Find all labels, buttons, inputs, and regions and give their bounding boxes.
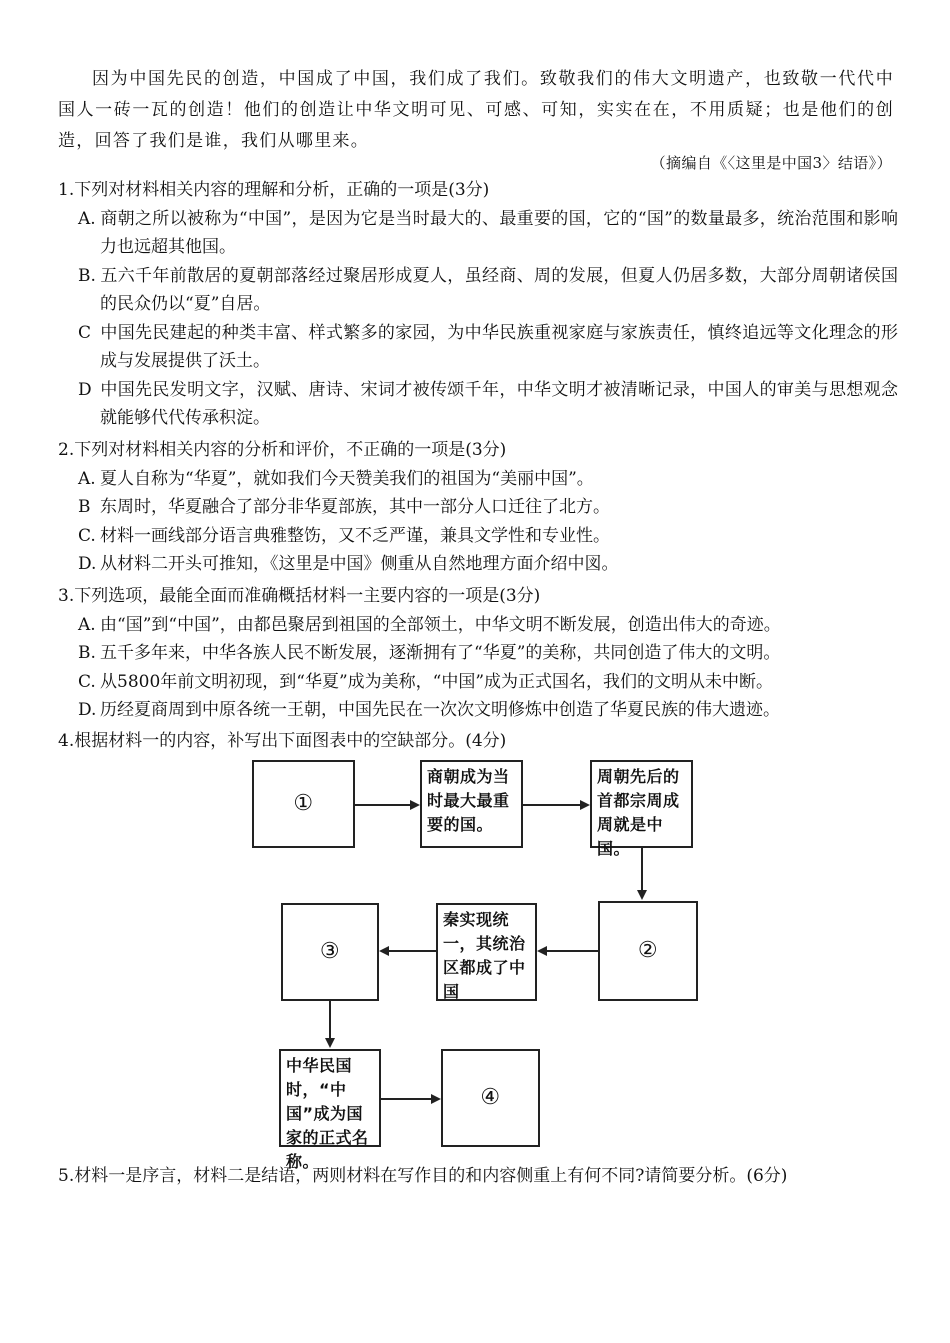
option-text: 商朝之所以被称为“中国”，是因为它是当时最大的、最重要的国，它的“国”的数量最多，统治范围和影响力也远超其他国。 bbox=[100, 208, 898, 257]
intro-paragraph: 因为中国先民的创造，中国成了中国，我们成了我们。致敬我们的伟大文明遗产，也致敬一代代中国人一砖一瓦的创造！他们的创造让中华文明可见、可感、可知，实实在在，不用质疑；也是他们的创造，回答了我们是谁，我们从哪里来。 bbox=[58, 69, 894, 151]
arrow-head bbox=[537, 946, 547, 956]
flow-box-shang: 商朝成为当时最大最重要的国。 bbox=[420, 760, 523, 848]
option-key: C. bbox=[78, 671, 96, 692]
arrow-head bbox=[580, 800, 590, 810]
question-stem: 2.下列对材料相关内容的分析和评价，不正确的一项是(3分) bbox=[58, 440, 507, 460]
arrow-left bbox=[389, 950, 436, 952]
option-key: A. bbox=[78, 614, 96, 635]
arrow-head bbox=[325, 1038, 335, 1048]
option-text: 中国先民建起的种类丰富、样式繁多的家园，为中华民族重视家庭与家族责任，慎终追远等文化理念的形成与发展提供了沃土。 bbox=[100, 322, 898, 371]
option-a bbox=[58, 465, 898, 494]
option-key: B bbox=[78, 497, 91, 517]
flow-blank-4: ④ bbox=[441, 1049, 540, 1147]
flow-box-zhou: 周朝先后的首都宗周成周就是中国。 bbox=[590, 760, 693, 848]
arrow-head bbox=[379, 946, 389, 956]
question-1 bbox=[58, 176, 898, 433]
option-text: 东周时，华夏融合了部分非华夏部族，其中一部分人口迁往了北方。 bbox=[100, 497, 610, 517]
option-c bbox=[58, 522, 898, 551]
question-stem: 5.材料一是序言，材料二是结语，两则材料在写作目的和内容侧重上有何不同?请简要分析。(6分) bbox=[58, 1166, 788, 1186]
arrow-head bbox=[637, 890, 647, 900]
option-key: C bbox=[78, 322, 92, 343]
option-text: 从5800年前文明初现，到“华夏”成为美称，“中国”成为正式国名，我们的文明从未中断。 bbox=[100, 671, 774, 692]
option-key: D. bbox=[78, 700, 97, 720]
option-b bbox=[58, 262, 898, 319]
option-text: 夏人自称为“华夏”，就如我们今天赞美我们的祖国为“美丽中国”。 bbox=[100, 468, 594, 489]
arrow-left bbox=[547, 950, 598, 952]
option-d bbox=[58, 376, 898, 433]
question-5 bbox=[58, 1162, 898, 1190]
question-stem: 3.下列选项，最能全面而准确概括材料一主要内容的一项是(3分) bbox=[58, 586, 541, 606]
option-key: C. bbox=[78, 525, 96, 546]
option-b bbox=[58, 493, 898, 522]
option-d bbox=[58, 696, 898, 725]
flow-box-roc: 中华民国时，“中国”成为国家的正式名称。 bbox=[279, 1049, 381, 1147]
option-key: D. bbox=[78, 554, 97, 574]
option-c bbox=[58, 319, 898, 376]
option-key: A. bbox=[78, 468, 96, 489]
option-text: 由“国”到“中国”，由都邑聚居到祖国的全部领土，中华文明不断发展，创造出伟大的奇迹。 bbox=[100, 614, 781, 635]
option-text: 中国先民发明文字，汉赋、唐诗、宋词才被传颂千年，中华文明才被清晰记录，中国人的审美与思想观念就能够代代传承积淀。 bbox=[100, 379, 898, 428]
arrow-down bbox=[329, 1001, 331, 1038]
arrow-head bbox=[410, 800, 420, 810]
option-key: B. bbox=[78, 643, 96, 663]
source-citation: （摘编自《〈这里是中国3〉结语》） bbox=[650, 154, 892, 172]
option-text: 五六千年前散居的夏朝部落经过聚居形成夏人，虽经商、周的发展，但夏人仍居多数，大部分周朝诸侯国的民众仍以“夏”自居。 bbox=[100, 265, 898, 314]
arrow-down bbox=[641, 848, 643, 891]
flow-blank-3: ③ bbox=[281, 903, 379, 1001]
option-text: 从材料二开头可推知，《这里是中国》侧重从自然地理方面介绍中図。 bbox=[100, 554, 619, 574]
arrow-right bbox=[523, 804, 580, 806]
question-2 bbox=[58, 436, 898, 579]
arrow-right bbox=[381, 1098, 431, 1100]
flow-blank-2: ② bbox=[598, 901, 698, 1001]
option-a bbox=[58, 205, 898, 262]
flow-box-qin: 秦实现统一，其统治区都成了中国 bbox=[436, 903, 537, 1001]
arrow-head bbox=[431, 1094, 441, 1104]
option-text: 历经夏商周到中原各统一王朝，中国先民在一次次文明修炼中创造了华夏民族的伟大遗迹。 bbox=[100, 700, 780, 720]
question-stem: 4.根据材料一的内容，补写出下面图表中的空缺部分。(4分) bbox=[58, 731, 507, 751]
option-c bbox=[58, 668, 898, 697]
option-text: 五千多年来，中华各族人民不断发展，逐渐拥有了“华夏”的美称，共同创造了伟大的文明。 bbox=[100, 643, 781, 663]
option-key: A. bbox=[78, 208, 96, 229]
flow-blank-1: ① bbox=[252, 760, 355, 848]
option-b bbox=[58, 639, 898, 668]
option-a bbox=[58, 611, 898, 640]
option-d bbox=[58, 550, 898, 579]
option-text: 材料一画线部分语言典雅整饬，又不乏严谨，兼具文学性和专业性。 bbox=[100, 525, 610, 546]
option-key: D bbox=[78, 379, 92, 400]
question-3 bbox=[58, 582, 898, 725]
question-stem: 1.下列对材料相关内容的理解和分析，正确的一项是(3分) bbox=[58, 180, 490, 200]
option-key: B. bbox=[78, 265, 96, 286]
question-4 bbox=[58, 727, 898, 755]
arrow-right bbox=[355, 804, 410, 806]
